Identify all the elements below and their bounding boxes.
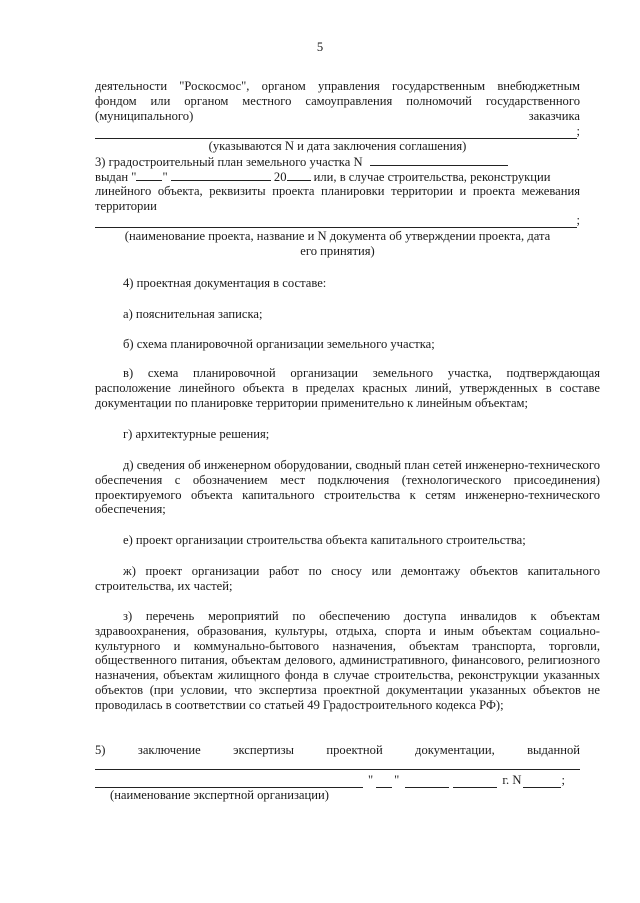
conclusion-year-blank (453, 776, 497, 788)
intro-line-3 (95, 109, 580, 124)
conclusion-line-end: ; (561, 773, 565, 787)
item5-line-3 (95, 773, 580, 788)
item3-line-3: линейного объекта, реквизиты проекта планировки территории и проекта межевания (95, 184, 580, 198)
plan-number-blank (370, 154, 508, 166)
conclusion-number-label: г. N (502, 773, 522, 787)
item5-word-5: документации, (415, 743, 495, 757)
conclusion-number-blank (523, 776, 561, 788)
item5-word-3: экспертизы (233, 743, 295, 757)
item3-plan-text: 3) градостроительный план земельного участка N (95, 155, 363, 169)
item4-g: г) архитектурные решения; (123, 427, 270, 441)
issued-label: выдан " (95, 170, 137, 184)
issued-day-blank (136, 169, 162, 181)
expert-org-blank (95, 758, 580, 770)
item5-line-1 (95, 743, 580, 758)
intro-line-2: фондом или органом местного самоуправления полномочий государственного (95, 94, 580, 108)
issued-quote: " (162, 170, 168, 184)
item3-reconstruction-text: или, в случае строительства, реконструкции (313, 170, 551, 184)
agreement-blank-line (95, 124, 580, 139)
intro-customer-text: заказчика (528, 109, 580, 123)
expert-org-blank-line (95, 758, 580, 774)
project-blank-line (95, 213, 580, 228)
issued-year-blank (287, 169, 311, 181)
item4-d: д) сведения об инженерном оборудовании, сводный план сетей инженерно-технического обеспечения с обозначением мест подключения (технологического присоединения) проектируемого объекта капитального строительства к сетям инженерно-технического обеспечения; (95, 458, 600, 517)
intro-line-1: деятельности "Роскосмос", органом управления государственным внебюджетным (95, 79, 580, 93)
item4-z: з) перечень мероприятий по обеспечению доступа инвалидов к объектам здравоохранения, образования, культуры, отдыха, спорта и иным объектам социально-культурного и коммунально-бытового назначения, объектам транспорта, торговли, общественного питания, объектам делового, административного, финансового, религиозного назначения, объектам жилищного фонда в случае строительства, реконструкции указанных объектов (при условии, что экспертиза проектной документации указанных объектов не проводилась в соответствии со статьей 49 Градостроительного кодекса РФ); (95, 609, 600, 712)
item5-word-2: заключение (137, 743, 201, 757)
item5-word-6: выданной (527, 743, 580, 757)
agreement-caption: (указываются N и дата заключения соглашения) (208, 139, 467, 153)
project-blank-end: ; (576, 213, 580, 227)
item5-word-4: проектной (326, 743, 383, 757)
item4-v: в) схема планировочной организации земельного участка, подтверждающая расположение линейного объекта в пределах красных линий, утвержденных в составе документации по планировке территории применительно к линейным объектам; (95, 366, 600, 410)
conclusion-day-blank (376, 776, 392, 788)
project-caption-1: (наименование проекта, название и N документа об утверждении проекта, дата (124, 229, 551, 243)
item4-e: е) проект организации строительства объекта капитального строительства; (123, 533, 526, 547)
issued-month-blank (171, 169, 271, 181)
item4-a: а) пояснительная записка; (123, 307, 263, 321)
item3-line-2 (95, 169, 580, 185)
agreement-blank (95, 127, 577, 139)
item4-zh: ж) проект организации работ по сносу или демонтажу объектов капитального строительства, их частей; (95, 564, 600, 593)
expert-org-blank-2 (95, 776, 363, 788)
conclusion-quote-open: " (368, 773, 374, 787)
item3-line-4: территории (95, 199, 157, 213)
item3-line-1 (95, 154, 580, 170)
conclusion-month-blank (405, 776, 449, 788)
project-caption-2: его принятия) (300, 244, 375, 258)
issued-year-prefix: 20 (273, 170, 287, 184)
conclusion-quote-close: " (394, 773, 400, 787)
item4-b: б) схема планировочной организации земельного участка; (123, 337, 435, 351)
page-number: 5 (316, 40, 324, 54)
agreement-blank-end: ; (576, 124, 580, 138)
intro-municipal-text: (муниципального) (95, 109, 194, 123)
item4-heading: 4) проектная документация в составе: (123, 276, 327, 290)
project-blank (95, 216, 577, 228)
item5-word-1: 5) (95, 743, 106, 757)
expert-org-caption: (наименование экспертной организации) (110, 788, 329, 802)
